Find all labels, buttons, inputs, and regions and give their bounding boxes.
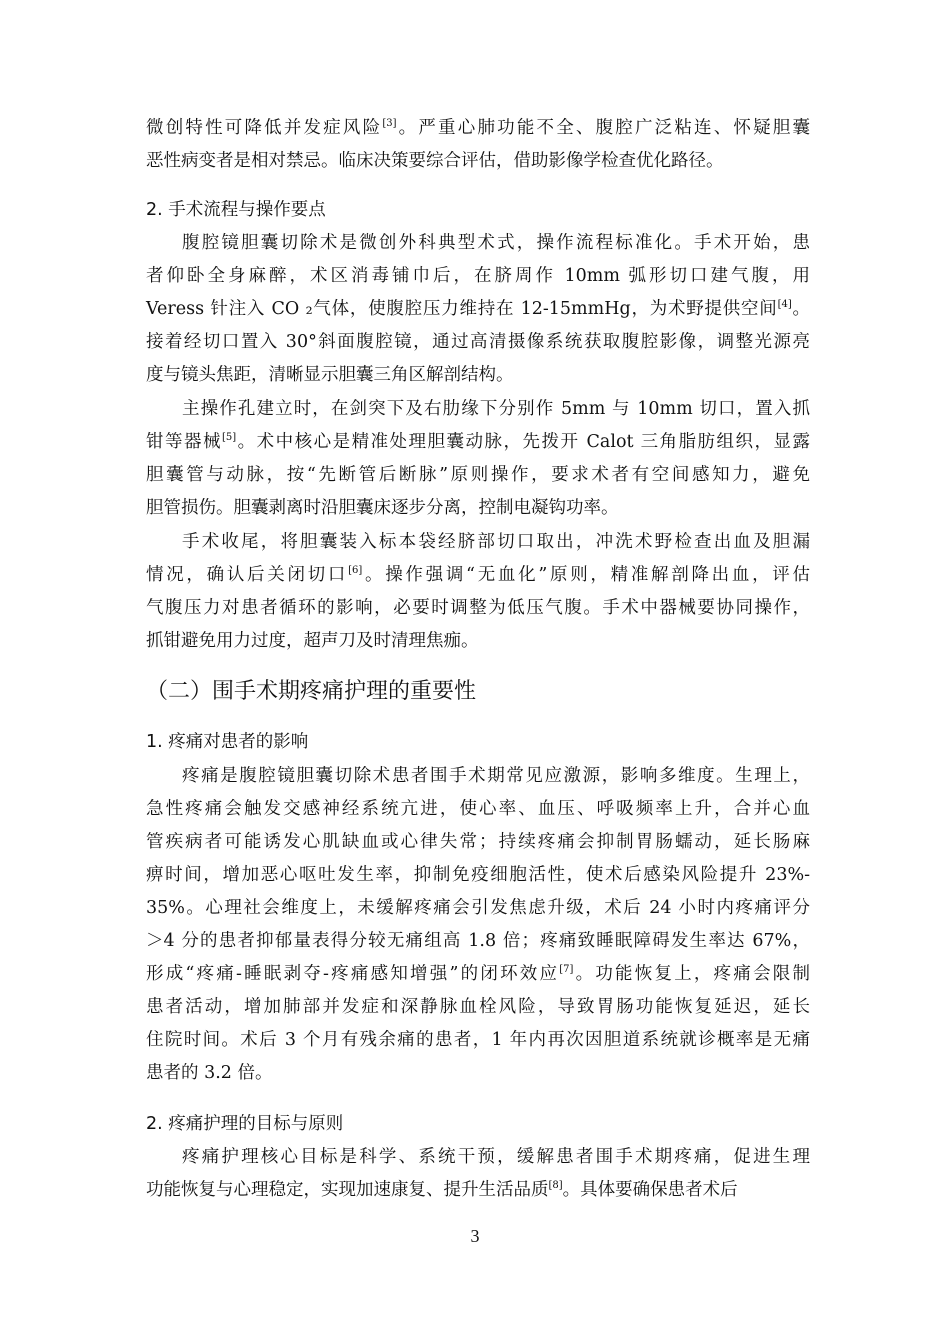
text-run: 患者活动，增加肺部并发症和深静脉血栓风险，导致胃肠功能恢复延迟，延长 bbox=[146, 997, 810, 1017]
text-line bbox=[146, 625, 810, 658]
citation-marker: [5] bbox=[221, 432, 237, 443]
text-run: 接着经切口置入 30°斜面腹腔镜，通过高清摄像系统获取腹腔影像，调整光源亮 bbox=[146, 332, 810, 352]
text-run: 。术中核心是精准处理胆囊动脉，先拨开 Calot 三角脂肪组织，显露 bbox=[236, 432, 810, 452]
text-line bbox=[146, 326, 810, 359]
text-run: 功能恢复与心理稳定，实现加速康复、提升生活品质 bbox=[146, 1180, 549, 1200]
text-run: 腹腔镜胆囊切除术是微创外科典型术式，操作流程标准化。手术开始，患 bbox=[182, 233, 810, 253]
text-run: 主操作孔建立时，在剑突下及右肋缘下分别作 5mm 与 10mm 切口，置入抓 bbox=[182, 399, 810, 419]
paragraph-risk-tail bbox=[146, 112, 810, 178]
text-run: 疼痛护理核心目标是科学、系统干预，缓解患者围手术期疼痛，促进生理 bbox=[182, 1147, 810, 1167]
citation-marker: [6] bbox=[348, 565, 363, 576]
paragraph-pain-impact bbox=[146, 760, 810, 1090]
text-run: 手术收尾，将胆囊装入标本袋经脐部切口取出，冲洗术野检查出血及胆漏 bbox=[182, 532, 810, 552]
text-run: 疼痛是腹腔镜胆囊切除术患者围手术期常见应激源，影响多维度。生理上， bbox=[182, 766, 810, 786]
text-line bbox=[146, 958, 810, 991]
text-run: 气腹压力对患者循环的影响，必要时调整为低压气腹。手术中器械要协同操作， bbox=[146, 598, 810, 618]
text-run: 35%。心理社会维度上，未缓解疼痛会引发焦虑升级，术后 24 小时内疼痛评分 bbox=[146, 898, 810, 918]
paragraph-pain-goal bbox=[146, 1141, 810, 1207]
text-line bbox=[146, 145, 810, 178]
text-line bbox=[146, 1141, 810, 1174]
citation-marker: [8] bbox=[548, 1180, 563, 1191]
page-number: 3 bbox=[470, 1226, 480, 1246]
text-run: 抓钳避免用力过度，超声刀及时清理焦痂。 bbox=[146, 631, 479, 651]
paragraph-procedure-1 bbox=[146, 227, 810, 392]
paragraph-procedure-3 bbox=[146, 526, 810, 658]
text-run: 微创特性可降低并发症风险 bbox=[146, 118, 383, 138]
text-line bbox=[146, 859, 810, 892]
text-line bbox=[146, 293, 810, 326]
text-line bbox=[146, 260, 810, 293]
text-run: 患者的 3.2 倍。 bbox=[146, 1063, 273, 1083]
subheading-pain-goal: 2. 疼痛护理的目标与原则 bbox=[146, 1114, 344, 1134]
text-line bbox=[146, 526, 810, 559]
citation-marker: [4] bbox=[777, 299, 792, 310]
text-line bbox=[146, 592, 810, 625]
text-run: 。具体要确保患者术后 bbox=[562, 1180, 738, 1200]
text-line bbox=[146, 559, 810, 592]
text-run: Veress 针注入 CO ₂气体，使腹腔压力维持在 12-15mmHg，为术野提供空间 bbox=[146, 299, 778, 319]
text-run: 胆囊管与动脉，按“先断管后断脉”原则操作，要求术者有空间感知力，避免 bbox=[146, 465, 810, 485]
text-line bbox=[146, 492, 810, 525]
text-line bbox=[146, 1057, 810, 1090]
text-run: 胆管损伤。胆囊剥离时沿胆囊床逐步分离，控制电凝钩功率。 bbox=[146, 498, 619, 518]
text-line bbox=[146, 826, 810, 859]
text-line bbox=[146, 359, 810, 392]
paragraph-procedure-2 bbox=[146, 393, 810, 525]
text-run: 情况，确认后关闭切口 bbox=[146, 565, 349, 585]
text-run: 度与镜头焦距，清晰显示胆囊三角区解剖结构。 bbox=[146, 365, 514, 385]
subheading-pain-impact: 1. 疼痛对患者的影响 bbox=[146, 732, 309, 752]
text-run: 钳等器械 bbox=[146, 432, 222, 452]
text-run: 痹时间，增加恶心呕吐发生率，抑制免疫细胞活性，使术后感染风险提升 23%- bbox=[146, 865, 810, 885]
citation-marker: [3] bbox=[382, 118, 397, 129]
text-run: 住院时间。术后 3 个月有残余痛的患者，1 年内再次因胆道系统就诊概率是无痛 bbox=[146, 1030, 810, 1050]
text-line bbox=[146, 760, 810, 793]
text-line bbox=[146, 793, 810, 826]
text-line bbox=[146, 426, 810, 459]
text-line bbox=[146, 112, 810, 145]
section-heading-pain: （二）围手术期疼痛护理的重要性 bbox=[146, 679, 477, 704]
text-line bbox=[146, 991, 810, 1024]
text-run: 急性疼痛会触发交感神经系统亢进，使心率、血压、呼吸频率上升，合并心血 bbox=[146, 799, 810, 819]
text-line bbox=[146, 227, 810, 260]
text-run: 。功能恢复上，疼痛会限制 bbox=[573, 964, 810, 984]
text-run: 形成“疼痛-睡眠剥夺-疼痛感知增强”的闭环效应 bbox=[146, 964, 560, 984]
text-run: 恶性病变者是相对禁忌。临床决策要综合评估，借助影像学检查优化路径。 bbox=[146, 151, 724, 171]
text-line bbox=[146, 1024, 810, 1057]
text-run: 管疾病者可能诱发心肌缺血或心律失常；持续疼痛会抑制胃肠蠕动，延长肠麻 bbox=[146, 832, 810, 852]
text-run: 。 bbox=[791, 299, 810, 319]
text-run: 。操作强调“无血化”原则，精准解剖降出血，评估 bbox=[362, 565, 810, 585]
subheading-procedure: 2. 手术流程与操作要点 bbox=[146, 200, 326, 220]
text-line bbox=[146, 1174, 810, 1207]
text-run: 者仰卧全身麻醉，术区消毒铺巾后，在脐周作 10mm 弧形切口建气腹，用 bbox=[146, 266, 810, 286]
text-run: ＞4 分的患者抑郁量表得分较无痛组高 1.8 倍；疼痛致睡眠障碍发生率达 67%， bbox=[146, 931, 810, 951]
text-line bbox=[146, 459, 810, 492]
citation-marker: [7] bbox=[559, 964, 574, 975]
text-run: 。严重心肺功能不全、腹腔广泛粘连、怀疑胆囊 bbox=[396, 118, 811, 138]
text-line bbox=[146, 393, 810, 426]
text-line bbox=[146, 892, 810, 925]
text-line bbox=[146, 925, 810, 958]
